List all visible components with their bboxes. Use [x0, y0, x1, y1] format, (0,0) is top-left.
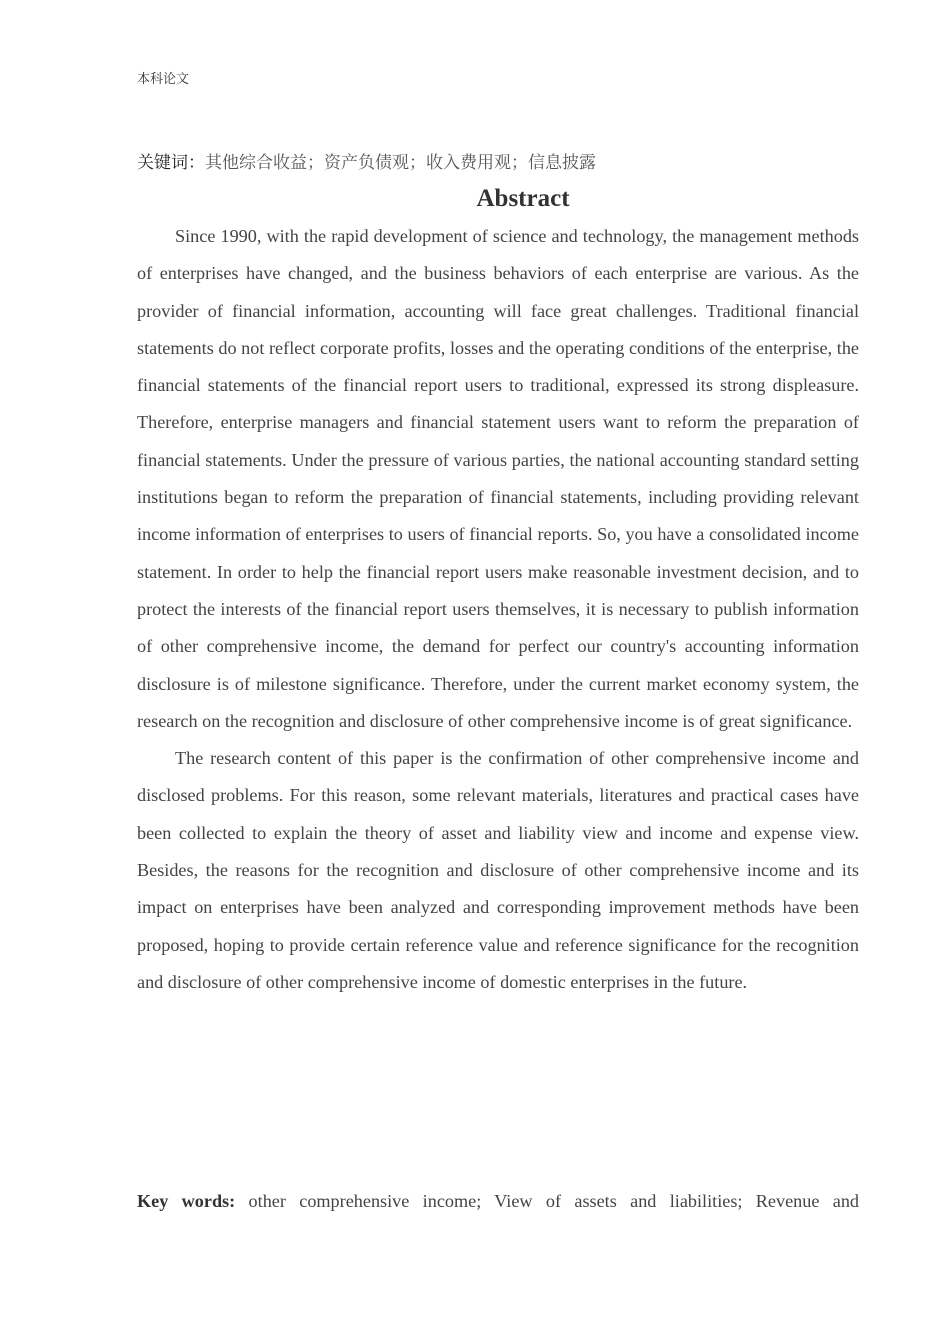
abstract-title: Abstract — [476, 185, 570, 212]
chinese-keywords — [137, 150, 859, 176]
english-keywords — [137, 1183, 859, 1220]
chinese-keywords-value: 其他综合收益；资产负债观；收入费用观；信息披露 — [205, 153, 596, 173]
abstract-paragraph-1: Since 1990, with the rapid development of science and technology, the management methods of enterprises have changed, and the business behaviors of each enterprise are various. As the provider of financial information, accounting will face great challenges. Traditional financial statements do not reflect corporate profits, losses and the operating conditions of the enterprise, the financial statements of the financial report users to traditional, expressed its strong displeasure. Therefore, enterprise managers and financial statement users want to reform the preparation of financial statements. Under the pressure of various parties, the national accounting standard setting institutions began to reform the preparation of financial statements, including providing relevant income information of enterprises to users of financial reports. So, you have a consolidated income statement. In order to help the financial report users make reasonable investment decision, and to protect the interests of the financial report users themselves, it is necessary to publish information of other comprehensive income, the demand for perfect our country's accounting information disclosure is of milestone significance. Therefore, under the current market economy system, the research on the recognition and disclosure of other comprehensive income is of great significance. — [137, 226, 859, 731]
english-keywords-value: other comprehensive income; View of assets and liabilities; Revenue and — [248, 1191, 859, 1211]
abstract-body — [137, 218, 859, 1001]
page-header: 本科论文 — [137, 72, 190, 87]
abstract-paragraph-2: The research content of this paper is the confirmation of other comprehensive income and disclosed problems. For this reason, some relevant materials, literatures and practical cases have been collected to explain the theory of asset and liability view and income and expense view. Besides, the reasons for the recognition and disclosure of other comprehensive income and its impact on enterprises have been analyzed and corresponding improvement methods have been proposed, hoping to provide certain reference value and reference significance for the recognition and disclosure of other comprehensive income of domestic enterprises in the future. — [137, 748, 859, 992]
chinese-keywords-label: 关键词： — [137, 153, 205, 173]
english-keywords-label: Key words: — [137, 1191, 236, 1211]
